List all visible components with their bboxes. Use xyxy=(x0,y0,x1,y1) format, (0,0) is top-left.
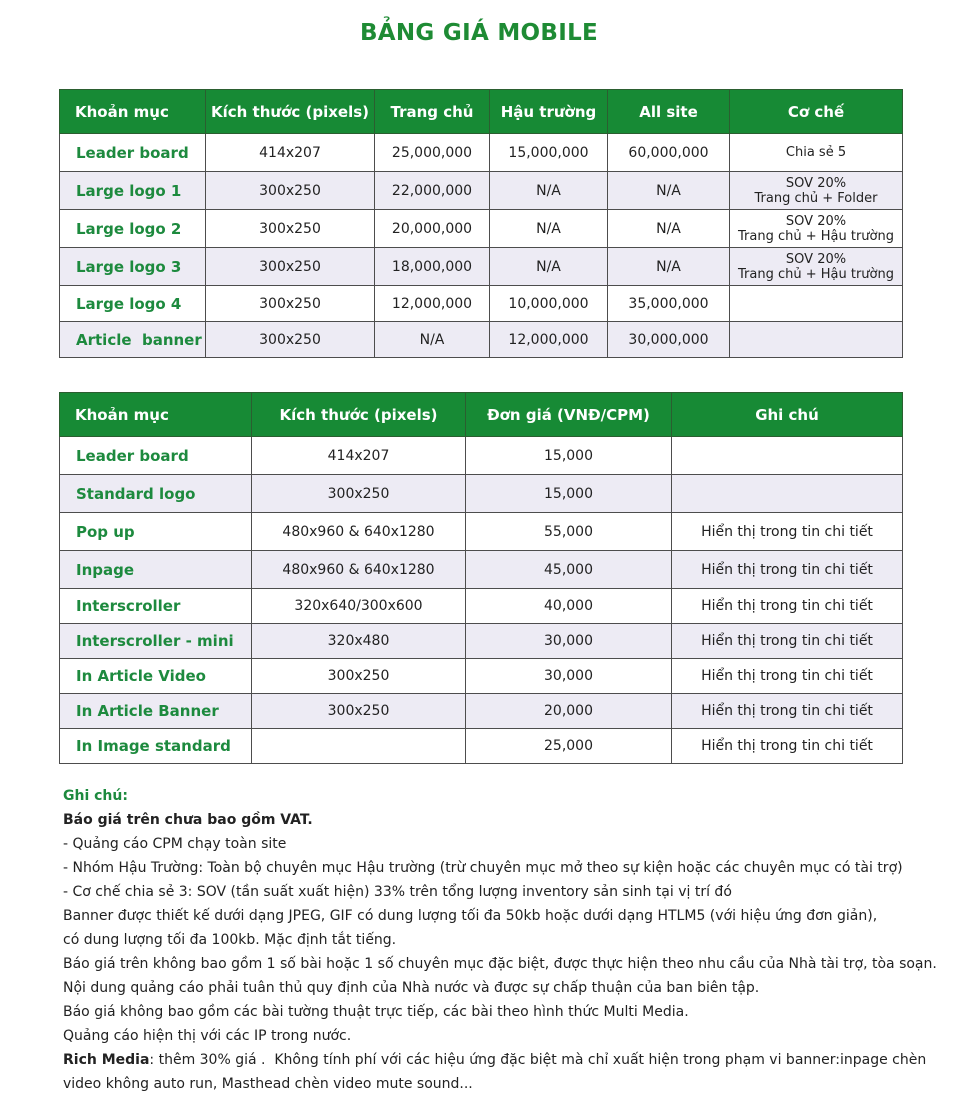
note-cell: Hiển thị trong tin chi tiết xyxy=(672,551,903,589)
item-name: Leader board xyxy=(60,134,206,172)
note-cell: Hiển thị trong tin chi tiết xyxy=(672,624,903,659)
note-cell: Hiển thị trong tin chi tiết xyxy=(672,589,903,624)
home-price: 22,000,000 xyxy=(375,172,490,210)
table-row xyxy=(60,551,903,589)
size-cell: 300x250 xyxy=(206,210,375,248)
note-cell: Hiển thị trong tin chi tiết xyxy=(672,694,903,729)
note-cell xyxy=(672,437,903,475)
item-name: Pop up xyxy=(60,513,252,551)
size-cell: 300x250 xyxy=(206,172,375,210)
header-home: Trang chủ xyxy=(375,90,490,134)
item-name: Interscroller xyxy=(60,589,252,624)
rich-media-text: : thêm 30% giá . Không tính phí với các hiệu ứng đặc biệt mà chỉ xuất hiện trong phạm vi banner:inpage chèn xyxy=(149,1052,927,1068)
home-price: 20,000,000 xyxy=(375,210,490,248)
table-row xyxy=(60,729,903,764)
rich-media-note-cont: video không auto run, Masthead chèn video mute sound... xyxy=(63,1076,473,1092)
cpm-price: 25,000 xyxy=(466,729,672,764)
home-price: 25,000,000 xyxy=(375,134,490,172)
note-cell: Hiển thị trong tin chi tiết xyxy=(672,513,903,551)
allsite-price: N/A xyxy=(608,248,730,286)
note-line: Quảng cáo hiện thị với các IP trong nước. xyxy=(63,1028,352,1044)
backstage-price: N/A xyxy=(490,248,608,286)
item-name: Large logo 1 xyxy=(60,172,206,210)
item-name: Large logo 3 xyxy=(60,248,206,286)
item-name: Interscroller - mini xyxy=(60,624,252,659)
rich-media-note xyxy=(63,1048,927,1072)
size-cell: 414x207 xyxy=(252,437,466,475)
size-cell: 300x250 xyxy=(206,286,375,322)
mechanism-line-1: SOV 20% xyxy=(785,175,847,191)
table-header-row xyxy=(60,90,903,134)
notes-label: Ghi chú: xyxy=(63,788,128,804)
mechanism-cell xyxy=(730,248,903,286)
note-line: Báo giá trên không bao gồm 1 số bài hoặc 1 số chuyên mục đặc biệt, được thực hiện theo nhu cầu của Nhà tài trợ, tòa soạn. xyxy=(63,956,937,972)
vat-note: Báo giá trên chưa bao gồm VAT. xyxy=(63,812,313,828)
home-price: N/A xyxy=(375,322,490,358)
size-cell: 300x250 xyxy=(252,694,466,729)
mechanism-cell xyxy=(730,210,903,248)
header-size: Kích thước (pixels) xyxy=(206,90,375,134)
mechanism-cell xyxy=(730,286,903,322)
item-name: Large logo 4 xyxy=(60,286,206,322)
table-header-row xyxy=(60,393,903,437)
table-row xyxy=(60,172,903,210)
cpm-price: 45,000 xyxy=(466,551,672,589)
size-cell: 320x480 xyxy=(252,624,466,659)
table-row xyxy=(60,322,903,358)
header-backstage: Hậu trường xyxy=(490,90,608,134)
backstage-price: 15,000,000 xyxy=(490,134,608,172)
table-row xyxy=(60,513,903,551)
notes-section xyxy=(63,784,937,1096)
header-unit-price: Đơn giá (VNĐ/CPM) xyxy=(466,393,672,437)
header-note: Ghi chú xyxy=(672,393,903,437)
item-name: In Article Banner xyxy=(60,694,252,729)
note-line: Banner được thiết kế dưới dạng JPEG, GIF có dung lượng tối đa 50kb hoặc dưới dạng HTLM5 (với hiệu ứng đơn giản), xyxy=(63,908,878,924)
allsite-price: 35,000,000 xyxy=(608,286,730,322)
item-name: In Article Video xyxy=(60,659,252,694)
note-cell xyxy=(672,475,903,513)
item-name: Standard logo xyxy=(60,475,252,513)
size-cell: 300x250 xyxy=(206,322,375,358)
header-item: Khoản mục xyxy=(60,393,252,437)
item-name: Article banner xyxy=(60,322,206,358)
note-line: - Quảng cáo CPM chạy toàn site xyxy=(63,836,287,852)
table-row xyxy=(60,475,903,513)
note-line: - Nhóm Hậu Trường: Toàn bộ chuyên mục Hậu trường (trừ chuyên mục mở theo sự kiện hoặc các chuyên mục có tài trợ) xyxy=(63,860,903,876)
table-row xyxy=(60,437,903,475)
item-name: In Image standard xyxy=(60,729,252,764)
cpm-price: 30,000 xyxy=(466,624,672,659)
cpm-price: 30,000 xyxy=(466,659,672,694)
mechanism-line-1: SOV 20% xyxy=(785,213,847,229)
table-row xyxy=(60,134,903,172)
item-name: Leader board xyxy=(60,437,252,475)
backstage-price: N/A xyxy=(490,172,608,210)
item-name: Large logo 2 xyxy=(60,210,206,248)
note-cell: Hiển thị trong tin chi tiết xyxy=(672,729,903,764)
home-price: 18,000,000 xyxy=(375,248,490,286)
allsite-price: 30,000,000 xyxy=(608,322,730,358)
size-cell: 414x207 xyxy=(206,134,375,172)
header-allsite: All site xyxy=(608,90,730,134)
header-item: Khoản mục xyxy=(60,90,206,134)
table-row xyxy=(60,624,903,659)
size-cell: 480x960 & 640x1280 xyxy=(252,513,466,551)
note-line: Báo giá không bao gồm các bài tường thuật trực tiếp, các bài theo hình thức Multi Media. xyxy=(63,1004,689,1020)
rich-media-label: Rich Media xyxy=(63,1052,150,1068)
note-line: có dung lượng tối đa 100kb. Mặc định tắt tiếng. xyxy=(63,932,397,948)
header-mechanism: Cơ chế xyxy=(730,90,903,134)
mechanism-line-2: Trang chủ + Folder xyxy=(754,190,878,206)
table-row xyxy=(60,694,903,729)
table-row xyxy=(60,248,903,286)
page-title: BẢNG GIÁ MOBILE xyxy=(359,20,599,46)
flat-price-table xyxy=(59,89,903,358)
note-cell: Hiển thị trong tin chi tiết xyxy=(672,659,903,694)
size-cell: 480x960 & 640x1280 xyxy=(252,551,466,589)
item-name: Inpage xyxy=(60,551,252,589)
cpm-price: 55,000 xyxy=(466,513,672,551)
backstage-price: N/A xyxy=(490,210,608,248)
mechanism-line-1: SOV 20% xyxy=(785,251,847,267)
mechanism-cell xyxy=(730,322,903,358)
mechanism-cell xyxy=(730,172,903,210)
size-cell: 300x250 xyxy=(206,248,375,286)
backstage-price: 10,000,000 xyxy=(490,286,608,322)
home-price: 12,000,000 xyxy=(375,286,490,322)
table-row xyxy=(60,589,903,624)
header-size: Kích thước (pixels) xyxy=(252,393,466,437)
allsite-price: N/A xyxy=(608,210,730,248)
size-cell: 320x640/300x600 xyxy=(252,589,466,624)
cpm-price-table xyxy=(59,392,903,764)
note-line: - Cơ chế chia sẻ 3: SOV (tần suất xuất hiện) 33% trên tổng lượng inventory sản sinh tại vị trí đó xyxy=(63,884,732,900)
table-row xyxy=(60,659,903,694)
cpm-price: 15,000 xyxy=(466,437,672,475)
backstage-price: 12,000,000 xyxy=(490,322,608,358)
mechanism-line-2: Trang chủ + Hậu trường xyxy=(738,228,894,244)
table-row xyxy=(60,210,903,248)
allsite-price: 60,000,000 xyxy=(608,134,730,172)
mechanism-cell xyxy=(730,134,903,172)
mechanism-line-1: Chia sẻ 5 xyxy=(785,145,847,160)
size-cell xyxy=(252,729,466,764)
table-row xyxy=(60,286,903,322)
allsite-price: N/A xyxy=(608,172,730,210)
size-cell: 300x250 xyxy=(252,659,466,694)
note-line: Nội dung quảng cáo phải tuân thủ quy định của Nhà nước và được sự chấp thuận của ban biên tập. xyxy=(63,980,760,996)
cpm-price: 15,000 xyxy=(466,475,672,513)
size-cell: 300x250 xyxy=(252,475,466,513)
mechanism-line-2: Trang chủ + Hậu trường xyxy=(738,266,894,282)
cpm-price: 20,000 xyxy=(466,694,672,729)
cpm-price: 40,000 xyxy=(466,589,672,624)
